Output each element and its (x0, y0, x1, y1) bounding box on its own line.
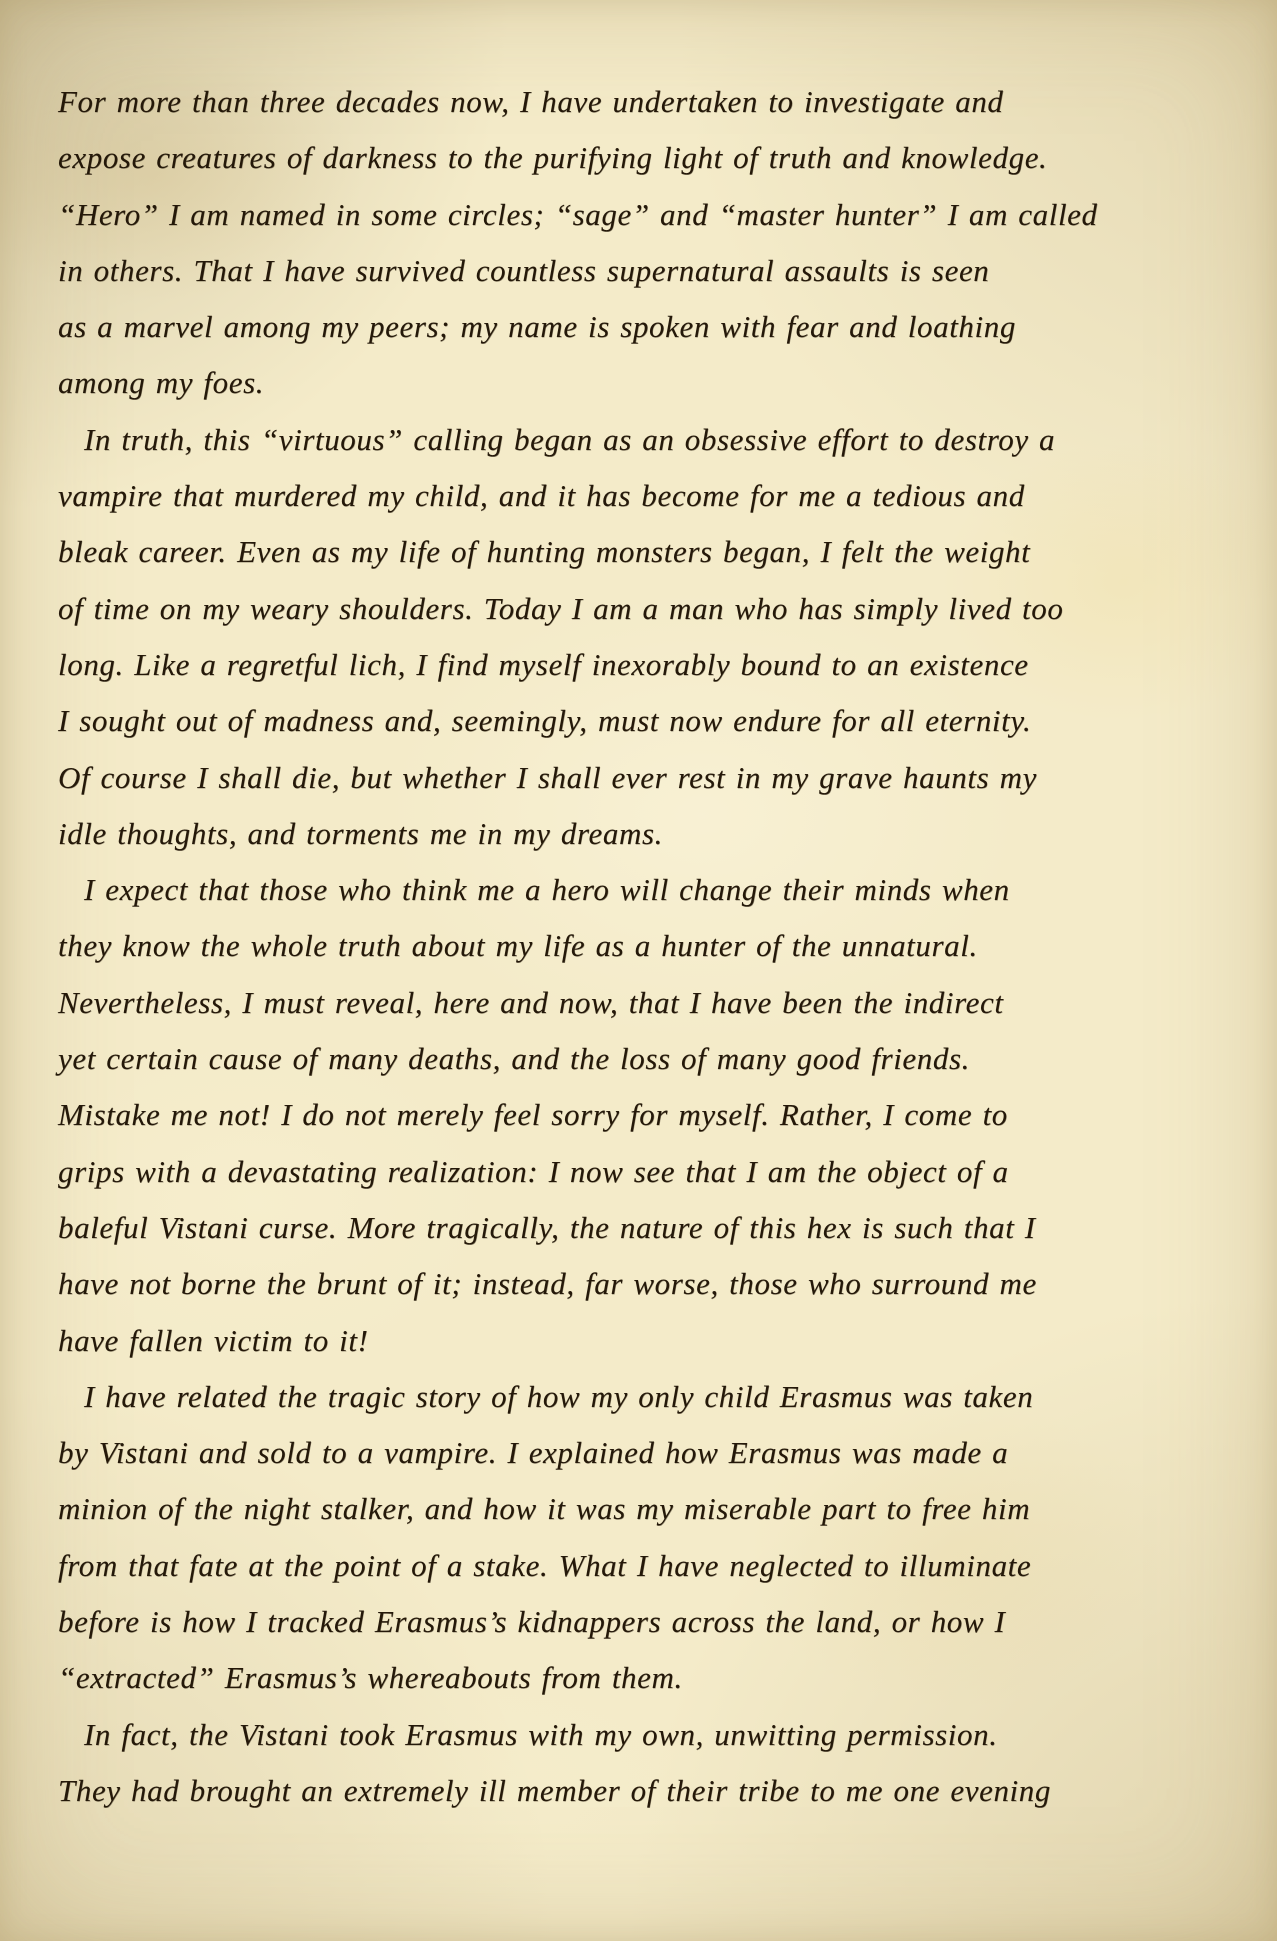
text-line: expose creatures of darkness to the purifying light of truth and knowledge. (58, 140, 1048, 176)
text-line: In fact, the Vistani took Erasmus with my own, unwitting permission. (84, 1716, 998, 1752)
text-line: minion of the night stalker, and how it was my miserable part to free him (58, 1491, 1031, 1527)
text-line: bleak career. Even as my life of hunting monsters began, I felt the weight (58, 534, 1031, 570)
text-line: vampire that murdered my child, and it has become for me a tedious and (58, 478, 1025, 514)
text-line: Mistake me not! I do not merely feel sorry for myself. Rather, I come to (58, 1097, 1008, 1133)
text-line: For more than three decades now, I have undertaken to investigate and (58, 84, 1004, 119)
text-line: long. Like a regretful lich, I find myself inexorably bound to an existence (58, 646, 1029, 682)
text-line: I sought out of madness and, seemingly, must now endure for all eternity. (58, 703, 1032, 739)
text-line: among my foes. (58, 365, 265, 401)
text-line: yet certain cause of many deaths, and the loss of many good friends. (58, 1041, 971, 1077)
text-line: Nevertheless, I must reveal, here and now, that I have been the indirect (58, 984, 1004, 1020)
letter-text (58, 74, 1237, 1819)
paragraph (58, 862, 1237, 1369)
text-line: baleful Vistani curse. More tragically, the nature of this hex is such that I (58, 1209, 1036, 1245)
text-line: I have related the tragic story of how my only child Erasmus was taken (84, 1378, 1034, 1414)
text-line: in others. That I have survived countless supernatural assaults is seen (58, 252, 990, 288)
text-line: before is how I tracked Erasmus’s kidnappers across the land, or how I (58, 1604, 1006, 1640)
text-line: grips with a devastating realization: I now see that I am the object of a (58, 1153, 1009, 1189)
text-line: “Hero” I am named in some circles; “sage” and “master hunter” I am called (58, 196, 1098, 232)
paragraph (58, 74, 1237, 412)
paragraph (58, 1707, 1237, 1820)
text-line: they know the whole truth about my life as a hunter of the unnatural. (58, 928, 978, 964)
paragraph (58, 412, 1237, 862)
paragraph (58, 1369, 1237, 1707)
text-line: have fallen victim to it! (58, 1322, 369, 1358)
text-line: as a marvel among my peers; my name is spoken with fear and loathing (58, 309, 1016, 345)
text-line: have not borne the brunt of it; instead, far worse, those who surround me (58, 1266, 1037, 1302)
text-line: by Vistani and sold to a vampire. I explained how Erasmus was made a (58, 1435, 1009, 1471)
text-line: idle thoughts, and torments me in my dreams. (58, 815, 663, 851)
text-line: Of course I shall die, but whether I shall ever rest in my grave haunts my (58, 759, 1037, 795)
text-line: from that fate at the point of a stake. What I have neglected to illuminate (58, 1547, 1032, 1583)
text-line: I expect that those who think me a hero will change their minds when (84, 872, 1010, 908)
text-line: “extracted” Erasmus’s whereabouts from them. (58, 1660, 683, 1696)
text-line: of time on my weary shoulders. Today I am a man who has simply lived too (58, 590, 1064, 626)
text-line: In truth, this “virtuous” calling began as an obsessive effort to destroy a (84, 421, 1056, 457)
text-line: They had brought an extremely ill member of their tribe to me one evening (58, 1772, 1051, 1808)
